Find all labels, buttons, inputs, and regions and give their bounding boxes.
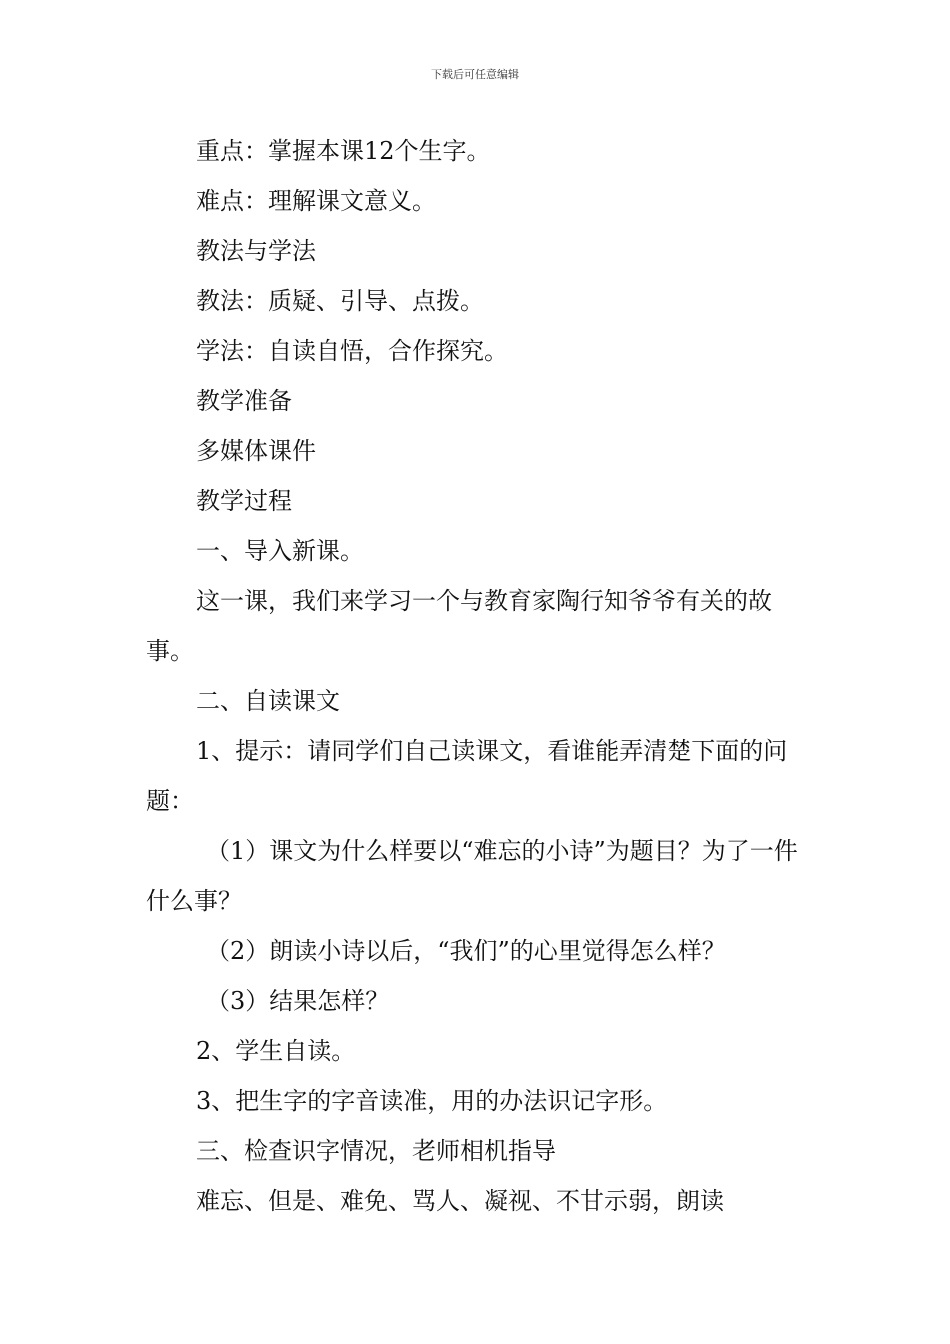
paragraph: 难点：理解课文意义。 xyxy=(196,187,436,215)
section-heading: 教法与学法 xyxy=(196,237,316,265)
question-item: （2）朗读小诗以后，“我们”的心里觉得怎么样？ xyxy=(206,937,726,965)
paragraph: 多媒体课件 xyxy=(196,437,316,465)
paragraph: 这一课，我们来学习一个与教育家陶行知爷爷有关的故事。 xyxy=(146,587,772,665)
question-item: （1）课文为什么样要以“难忘的小诗”为题目？为了一件什么事？ xyxy=(146,837,798,915)
paragraph: 学法：自读自悟，合作探究。 xyxy=(196,337,508,365)
section-heading: 二、自读课文 xyxy=(196,687,340,715)
question-item: （3）结果怎样？ xyxy=(206,987,390,1015)
section-heading: 三、检查识字情况，老师相机指导 xyxy=(196,1137,556,1165)
paragraph: 2、学生自读。 xyxy=(196,1037,356,1065)
page-header: 下载后可任意编辑 xyxy=(431,68,519,81)
section-heading: 教学准备 xyxy=(196,387,292,415)
paragraph: 重点：掌握本课12个生字。 xyxy=(196,137,491,165)
document-body xyxy=(146,126,810,1226)
paragraph: 难忘、但是、难免、骂人、凝视、不甘示弱，朗读 xyxy=(196,1187,724,1215)
section-heading: 一、导入新课。 xyxy=(196,537,364,565)
paragraph: 教法：质疑、引导、点拨。 xyxy=(196,287,484,315)
paragraph: 1、提示：请同学们自己读课文，看谁能弄清楚下面的问题： xyxy=(146,737,788,815)
paragraph: 3、把生字的字音读准，用的办法识记字形。 xyxy=(196,1087,668,1115)
section-heading: 教学过程 xyxy=(196,487,292,515)
